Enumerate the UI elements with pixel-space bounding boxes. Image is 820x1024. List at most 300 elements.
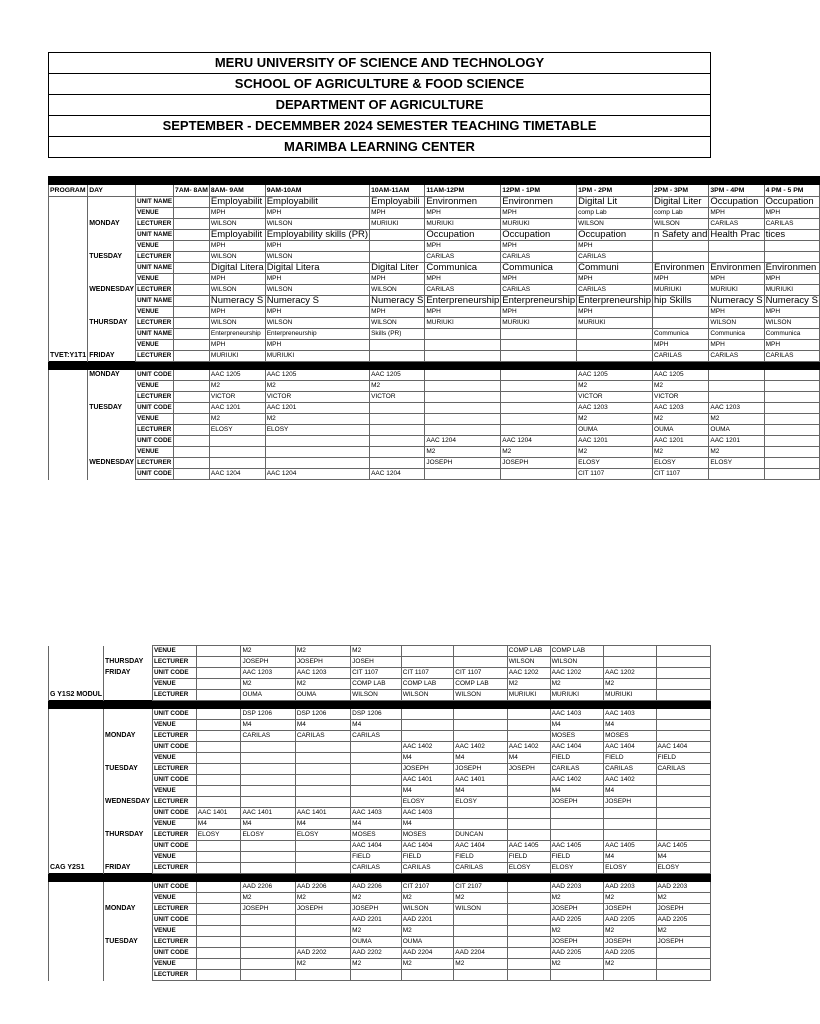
timeslot-cell: JOSEPH bbox=[425, 458, 501, 469]
row-label: VENUE bbox=[152, 720, 196, 731]
timeslot-cell: MPH bbox=[653, 340, 709, 351]
timeslot-cell: CARILAS bbox=[501, 252, 577, 263]
timeslot-cell bbox=[196, 657, 241, 668]
day-cell bbox=[88, 414, 136, 425]
timeslot-cell: AAC 1403 bbox=[401, 808, 454, 819]
row-label: LECTURER bbox=[152, 937, 196, 948]
timeslot-cell: MURIUKI bbox=[604, 690, 656, 701]
timeslot-cell: FIELD bbox=[550, 852, 604, 863]
divider-cell bbox=[653, 362, 709, 370]
timeslot-cell bbox=[196, 970, 241, 981]
timeslot-cell: DSP 1206 bbox=[295, 709, 350, 720]
program-cell bbox=[49, 436, 88, 447]
timeslot-cell bbox=[501, 370, 577, 381]
timeslot-cell bbox=[507, 709, 550, 720]
timeslot-cell: comp Lab bbox=[577, 208, 653, 219]
divider-cell bbox=[577, 177, 653, 185]
divider-cell bbox=[656, 701, 710, 709]
timeslot-cell: AAC 1205 bbox=[265, 370, 369, 381]
timeslot-cell bbox=[351, 775, 402, 786]
row-label: LECTURER bbox=[136, 458, 174, 469]
timeslot-cell bbox=[241, 797, 295, 808]
timeslot-cell bbox=[295, 753, 350, 764]
row-label: LECTURER bbox=[136, 425, 174, 436]
timeslot-cell bbox=[295, 775, 350, 786]
table-row bbox=[49, 447, 820, 458]
timeslot-cell: MURIUKI bbox=[507, 690, 550, 701]
timeslot-cell bbox=[656, 775, 710, 786]
timeslot-cell bbox=[501, 392, 577, 403]
timeslot-cell: M2 bbox=[604, 959, 656, 970]
timeslot-cell bbox=[454, 808, 508, 819]
timeslot-cell bbox=[656, 786, 710, 797]
timeslot-cell: WILSON bbox=[401, 904, 454, 915]
table-row bbox=[49, 742, 711, 753]
timeslot-cell bbox=[764, 447, 819, 458]
timeslot-cell bbox=[196, 679, 241, 690]
divider-cell bbox=[550, 874, 604, 882]
timeslot-cell bbox=[174, 296, 210, 307]
timeslot-cell bbox=[295, 764, 350, 775]
timeslot-cell: ELOSY bbox=[265, 425, 369, 436]
timeslot-cell: MURIUKI bbox=[370, 219, 425, 230]
timeslot-cell bbox=[550, 808, 604, 819]
timeslot-cell: Skills (PR) bbox=[370, 329, 425, 340]
timeslot-cell: AAC 1201 bbox=[577, 436, 653, 447]
timeslot-cell: M4 bbox=[401, 819, 454, 830]
timeslot-cell bbox=[764, 252, 819, 263]
timeslot-cell: AAC 1403 bbox=[351, 808, 402, 819]
column-header: DAY bbox=[88, 185, 136, 197]
timeslot-cell: ELOSY bbox=[295, 830, 350, 841]
divider-cell bbox=[370, 362, 425, 370]
timeslot-cell: WILSON bbox=[550, 657, 604, 668]
program-cell bbox=[49, 893, 104, 904]
timeslot-cell bbox=[351, 753, 402, 764]
day-cell: FRIDAY bbox=[104, 668, 153, 679]
timeslot-cell bbox=[656, 808, 710, 819]
timeslot-cell bbox=[577, 329, 653, 340]
timeslot-cell: WILSON bbox=[709, 318, 764, 329]
timeslot-cell: Employabilit bbox=[265, 197, 369, 208]
row-label: UNIT NAME bbox=[136, 263, 174, 274]
program-cell bbox=[49, 458, 88, 469]
timeslot-cell bbox=[401, 709, 454, 720]
learning-center: MARIMBA LEARNING CENTER bbox=[49, 137, 711, 158]
table-row bbox=[49, 915, 711, 926]
timeslot-cell: M2 bbox=[241, 646, 295, 657]
timeslot-cell bbox=[501, 329, 577, 340]
table-row bbox=[49, 241, 820, 252]
timeslot-cell bbox=[196, 904, 241, 915]
timeslot-cell: M2 bbox=[295, 679, 350, 690]
timeslot-cell bbox=[241, 852, 295, 863]
timeslot-cell bbox=[709, 381, 764, 392]
timeslot-cell bbox=[174, 318, 210, 329]
timeslot-cell bbox=[425, 370, 501, 381]
divider-cell bbox=[49, 874, 104, 882]
row-label: LECTURER bbox=[152, 863, 196, 874]
timeslot-cell: M2 bbox=[265, 381, 369, 392]
timeslot-cell: MPH bbox=[764, 340, 819, 351]
timeslot-cell: MPH bbox=[370, 208, 425, 219]
table-row bbox=[49, 863, 711, 874]
timeslot-cell bbox=[764, 403, 819, 414]
row-label: UNIT NAME bbox=[136, 329, 174, 340]
program-cell bbox=[49, 786, 104, 797]
day-cell bbox=[88, 307, 136, 318]
program-cell bbox=[49, 948, 104, 959]
timeslot-cell: MPH bbox=[501, 241, 577, 252]
divider-cell bbox=[577, 362, 653, 370]
table-row bbox=[49, 351, 820, 362]
timeslot-cell: M4 bbox=[241, 819, 295, 830]
divider-cell bbox=[454, 874, 508, 882]
timeslot-cell bbox=[174, 447, 210, 458]
timeslot-cell bbox=[370, 436, 425, 447]
row-label: LECTURER bbox=[152, 657, 196, 668]
table-row bbox=[49, 230, 820, 241]
divider-cell bbox=[507, 701, 550, 709]
timeslot-cell bbox=[196, 786, 241, 797]
divider-cell bbox=[295, 701, 350, 709]
row-label: LECTURER bbox=[136, 318, 174, 329]
day-cell bbox=[104, 775, 153, 786]
timeslot-cell: WILSON bbox=[351, 690, 402, 701]
timeslot-cell: MPH bbox=[425, 241, 501, 252]
day-cell bbox=[104, 753, 153, 764]
timeslot-cell bbox=[295, 742, 350, 753]
timeslot-cell: AAC 1203 bbox=[295, 668, 350, 679]
timeslot-cell: MPH bbox=[709, 208, 764, 219]
timeslot-cell: FIELD bbox=[656, 753, 710, 764]
timeslot-cell: AAC 1201 bbox=[209, 403, 265, 414]
timeslot-cell bbox=[425, 329, 501, 340]
timeslot-cell: ELOSY bbox=[709, 458, 764, 469]
program-cell bbox=[49, 797, 104, 808]
day-cell bbox=[104, 742, 153, 753]
timeslot-cell: MPH bbox=[265, 208, 369, 219]
table-row bbox=[49, 959, 711, 970]
day-cell: MONDAY bbox=[88, 370, 136, 381]
timeslot-cell: MPH bbox=[370, 307, 425, 318]
divider-cell bbox=[656, 874, 710, 882]
timeslot-cell: M4 bbox=[454, 786, 508, 797]
timeslot-cell bbox=[174, 219, 210, 230]
table-row bbox=[49, 458, 820, 469]
timeslot-cell: Employabilit bbox=[209, 197, 265, 208]
timeslot-cell bbox=[401, 646, 454, 657]
timeslot-cell: Environmen bbox=[653, 263, 709, 274]
timeslot-cell: MPH bbox=[209, 241, 265, 252]
timeslot-cell bbox=[174, 274, 210, 285]
program-cell bbox=[49, 904, 104, 915]
timeslot-cell bbox=[241, 775, 295, 786]
timeslot-cell: M2 bbox=[550, 893, 604, 904]
timeslot-cell: Occupation bbox=[764, 197, 819, 208]
row-label: UNIT CODE bbox=[152, 808, 196, 819]
timeslot-cell: DSP 1206 bbox=[241, 709, 295, 720]
timeslot-cell: COMP LAB bbox=[401, 679, 454, 690]
timeslot-cell bbox=[656, 797, 710, 808]
day-cell bbox=[88, 469, 136, 480]
timeslot-cell bbox=[174, 351, 210, 362]
timeslot-cell bbox=[507, 830, 550, 841]
timeslot-cell: AAC 1203 bbox=[241, 668, 295, 679]
timeslot-cell bbox=[370, 241, 425, 252]
day-cell bbox=[104, 926, 153, 937]
timeslot-cell: ELOSY bbox=[653, 458, 709, 469]
timeslot-cell bbox=[196, 709, 241, 720]
program-cell: TVET:Y1T1 bbox=[49, 351, 88, 362]
program-cell bbox=[49, 926, 104, 937]
timeslot-cell bbox=[656, 819, 710, 830]
timeslot-cell bbox=[174, 414, 210, 425]
timeslot-cell: tices bbox=[764, 230, 819, 241]
timeslot-cell: M4 bbox=[604, 852, 656, 863]
table-row bbox=[49, 403, 820, 414]
table-row bbox=[49, 937, 711, 948]
university-name: MERU UNIVERSITY OF SCIENCE AND TECHNOLOGY bbox=[49, 53, 711, 74]
timeslot-cell: AAD 2205 bbox=[656, 915, 710, 926]
timeslot-cell: M4 bbox=[604, 786, 656, 797]
timeslot-cell bbox=[425, 392, 501, 403]
table-row bbox=[49, 425, 820, 436]
timeslot-cell: MPH bbox=[577, 241, 653, 252]
program-cell bbox=[49, 447, 88, 458]
timeslot-cell bbox=[370, 458, 425, 469]
day-cell bbox=[88, 381, 136, 392]
table-row bbox=[49, 208, 820, 219]
program-cell bbox=[49, 668, 104, 679]
timeslot-cell bbox=[764, 436, 819, 447]
divider-cell bbox=[174, 177, 210, 185]
table-row bbox=[49, 882, 711, 893]
timeslot-cell: M4 bbox=[550, 786, 604, 797]
table-row bbox=[49, 830, 711, 841]
timeslot-cell bbox=[425, 381, 501, 392]
table-row bbox=[49, 469, 820, 480]
timeslot-cell bbox=[241, 764, 295, 775]
timeslot-cell: AAC 1401 bbox=[295, 808, 350, 819]
divider-cell bbox=[136, 362, 174, 370]
timeslot-cell bbox=[507, 893, 550, 904]
timeslot-cell bbox=[196, 882, 241, 893]
timeslot-cell: CIT 1107 bbox=[577, 469, 653, 480]
timeslot-cell: JOSEPH bbox=[295, 904, 350, 915]
timeslot-cell: CARILAS bbox=[241, 731, 295, 742]
timeslot-cell bbox=[604, 657, 656, 668]
program-cell bbox=[49, 753, 104, 764]
timeslot-cell bbox=[577, 351, 653, 362]
day-cell bbox=[104, 970, 153, 981]
timeslot-cell bbox=[174, 340, 210, 351]
timeslot-cell: OUMA bbox=[653, 425, 709, 436]
divider-cell bbox=[88, 177, 136, 185]
program-cell bbox=[49, 318, 88, 329]
timeslot-cell: Environmen bbox=[709, 263, 764, 274]
row-label: UNIT CODE bbox=[136, 469, 174, 480]
timeslot-cell bbox=[507, 720, 550, 731]
timeslot-cell bbox=[507, 937, 550, 948]
timeslot-cell: WILSON bbox=[265, 285, 369, 296]
timeslot-cell: M2 bbox=[656, 926, 710, 937]
program-cell bbox=[49, 208, 88, 219]
table-row bbox=[49, 753, 711, 764]
timeslot-cell: MPH bbox=[370, 274, 425, 285]
timeslot-cell bbox=[501, 469, 577, 480]
day-cell: THURSDAY bbox=[104, 830, 153, 841]
timeslot-cell: MPH bbox=[265, 241, 369, 252]
timeslot-cell: COMP LAB bbox=[351, 679, 402, 690]
timeslot-cell bbox=[709, 469, 764, 480]
timetable-section-2 bbox=[48, 645, 711, 981]
program-cell bbox=[49, 959, 104, 970]
divider-cell bbox=[136, 177, 174, 185]
program-cell bbox=[49, 679, 104, 690]
timeslot-cell bbox=[351, 742, 402, 753]
row-label: LECTURER bbox=[152, 797, 196, 808]
divider-cell bbox=[454, 701, 508, 709]
timeslot-cell bbox=[174, 285, 210, 296]
column-header-row bbox=[49, 185, 820, 197]
divider-cell bbox=[501, 362, 577, 370]
timeslot-cell: Enterpreneurship bbox=[426, 295, 500, 306]
program-cell bbox=[49, 720, 104, 731]
timeslot-cell: MURIUKI bbox=[653, 285, 709, 296]
timeslot-cell bbox=[454, 731, 508, 742]
day-cell bbox=[88, 197, 136, 208]
timeslot-cell: M2 bbox=[265, 414, 369, 425]
timeslot-cell bbox=[604, 808, 656, 819]
timeslot-cell: AAC 1202 bbox=[604, 668, 656, 679]
timeslot-cell bbox=[370, 447, 425, 458]
program-cell bbox=[49, 285, 88, 296]
timeslot-cell bbox=[370, 414, 425, 425]
timeslot-cell bbox=[241, 959, 295, 970]
timeslot-cell bbox=[656, 948, 710, 959]
timeslot-cell: M2 bbox=[370, 381, 425, 392]
timeslot-cell: WILSON bbox=[454, 904, 508, 915]
timeslot-cell: COMP LAB bbox=[507, 646, 550, 657]
column-header: 7AM- 8AM bbox=[174, 185, 210, 197]
column-header bbox=[136, 185, 174, 197]
department-name: DEPARTMENT OF AGRICULTURE bbox=[49, 95, 711, 116]
timeslot-cell bbox=[241, 786, 295, 797]
timeslot-cell: FIELD bbox=[454, 852, 508, 863]
timeslot-cell: CARILAS bbox=[425, 285, 501, 296]
timeslot-cell: AAC 1204 bbox=[265, 469, 369, 480]
divider-cell bbox=[174, 362, 210, 370]
timeslot-cell: M2 bbox=[351, 926, 402, 937]
timeslot-cell: Digital Liter bbox=[370, 263, 425, 274]
timeslot-cell: AAC 1403 bbox=[604, 709, 656, 720]
timeslot-cell: AAC 1201 bbox=[653, 436, 709, 447]
timeslot-cell: AAC 1404 bbox=[351, 841, 402, 852]
timeslot-cell: Numeracy S bbox=[209, 296, 265, 307]
timeslot-cell bbox=[550, 970, 604, 981]
table-row bbox=[49, 797, 711, 808]
timeslot-cell bbox=[174, 381, 210, 392]
timeslot-cell bbox=[764, 241, 819, 252]
day-cell bbox=[104, 959, 153, 970]
timeslot-cell: CARILAS bbox=[351, 863, 402, 874]
day-cell: TUESDAY bbox=[104, 937, 153, 948]
section-divider bbox=[49, 362, 820, 370]
table-row bbox=[49, 720, 711, 731]
school-name: SCHOOL OF AGRICULTURE & FOOD SCIENCE bbox=[49, 74, 711, 95]
timeslot-cell bbox=[295, 937, 350, 948]
timeslot-cell: M2 bbox=[351, 646, 402, 657]
row-label: UNIT CODE bbox=[136, 370, 174, 381]
row-label: UNIT CODE bbox=[136, 403, 174, 414]
timeslot-cell: Numeracy S bbox=[710, 295, 763, 306]
timeslot-cell: MURIUKI bbox=[209, 351, 265, 362]
timeslot-cell: AAC 1203 bbox=[653, 403, 709, 414]
timeslot-cell bbox=[709, 392, 764, 403]
timeslot-cell bbox=[174, 329, 210, 340]
timeslot-cell bbox=[656, 720, 710, 731]
timeslot-cell: Enterpreneurship bbox=[502, 295, 576, 306]
divider-cell bbox=[49, 362, 88, 370]
timeslot-cell: CARILAS bbox=[425, 252, 501, 263]
day-cell bbox=[104, 646, 153, 657]
row-label: LECTURER bbox=[152, 830, 196, 841]
timeslot-cell bbox=[653, 241, 709, 252]
timeslot-cell: M2 bbox=[501, 447, 577, 458]
timeslot-cell: Employabilit bbox=[209, 230, 265, 241]
divider-cell bbox=[550, 701, 604, 709]
timeslot-cell: WILSON bbox=[265, 252, 369, 263]
timeslot-cell bbox=[454, 709, 508, 720]
timeslot-cell: AAD 2201 bbox=[351, 915, 402, 926]
timeslot-cell bbox=[295, 841, 350, 852]
timeslot-cell: FIELD bbox=[351, 852, 402, 863]
row-label: VENUE bbox=[152, 893, 196, 904]
timeslot-cell: M2 bbox=[577, 447, 653, 458]
timeslot-cell bbox=[196, 852, 241, 863]
timeslot-cell: Occupation bbox=[425, 230, 501, 241]
timeslot-cell: JOSEPH bbox=[241, 904, 295, 915]
timeslot-cell bbox=[507, 731, 550, 742]
timeslot-cell: CARILAS bbox=[604, 764, 656, 775]
timeslot-cell: OUMA bbox=[241, 690, 295, 701]
row-label: VENUE bbox=[136, 340, 174, 351]
timeslot-cell: AAD 2202 bbox=[351, 948, 402, 959]
timeslot-cell: AAC 1404 bbox=[401, 841, 454, 852]
timeslot-cell bbox=[241, 937, 295, 948]
timeslot-cell: M4 bbox=[401, 786, 454, 797]
day-cell bbox=[104, 709, 153, 720]
timeslot-cell: MURIUKI bbox=[501, 318, 577, 329]
timeslot-cell: AAD 2203 bbox=[604, 882, 656, 893]
timeslot-cell: M2 bbox=[454, 959, 508, 970]
timeslot-cell bbox=[295, 797, 350, 808]
divider-cell bbox=[152, 701, 196, 709]
timeslot-cell bbox=[370, 252, 425, 263]
row-label: UNIT CODE bbox=[136, 436, 174, 447]
day-cell: TUESDAY bbox=[88, 252, 136, 263]
timeslot-cell bbox=[454, 915, 508, 926]
timeslot-cell bbox=[370, 403, 425, 414]
timeslot-cell: MPH bbox=[653, 274, 709, 285]
timeslot-cell bbox=[604, 830, 656, 841]
table-row bbox=[49, 370, 820, 381]
timeslot-cell bbox=[196, 893, 241, 904]
timeslot-cell: Digital Lit bbox=[577, 197, 653, 208]
divider-cell bbox=[709, 177, 764, 185]
table-row bbox=[49, 197, 820, 208]
